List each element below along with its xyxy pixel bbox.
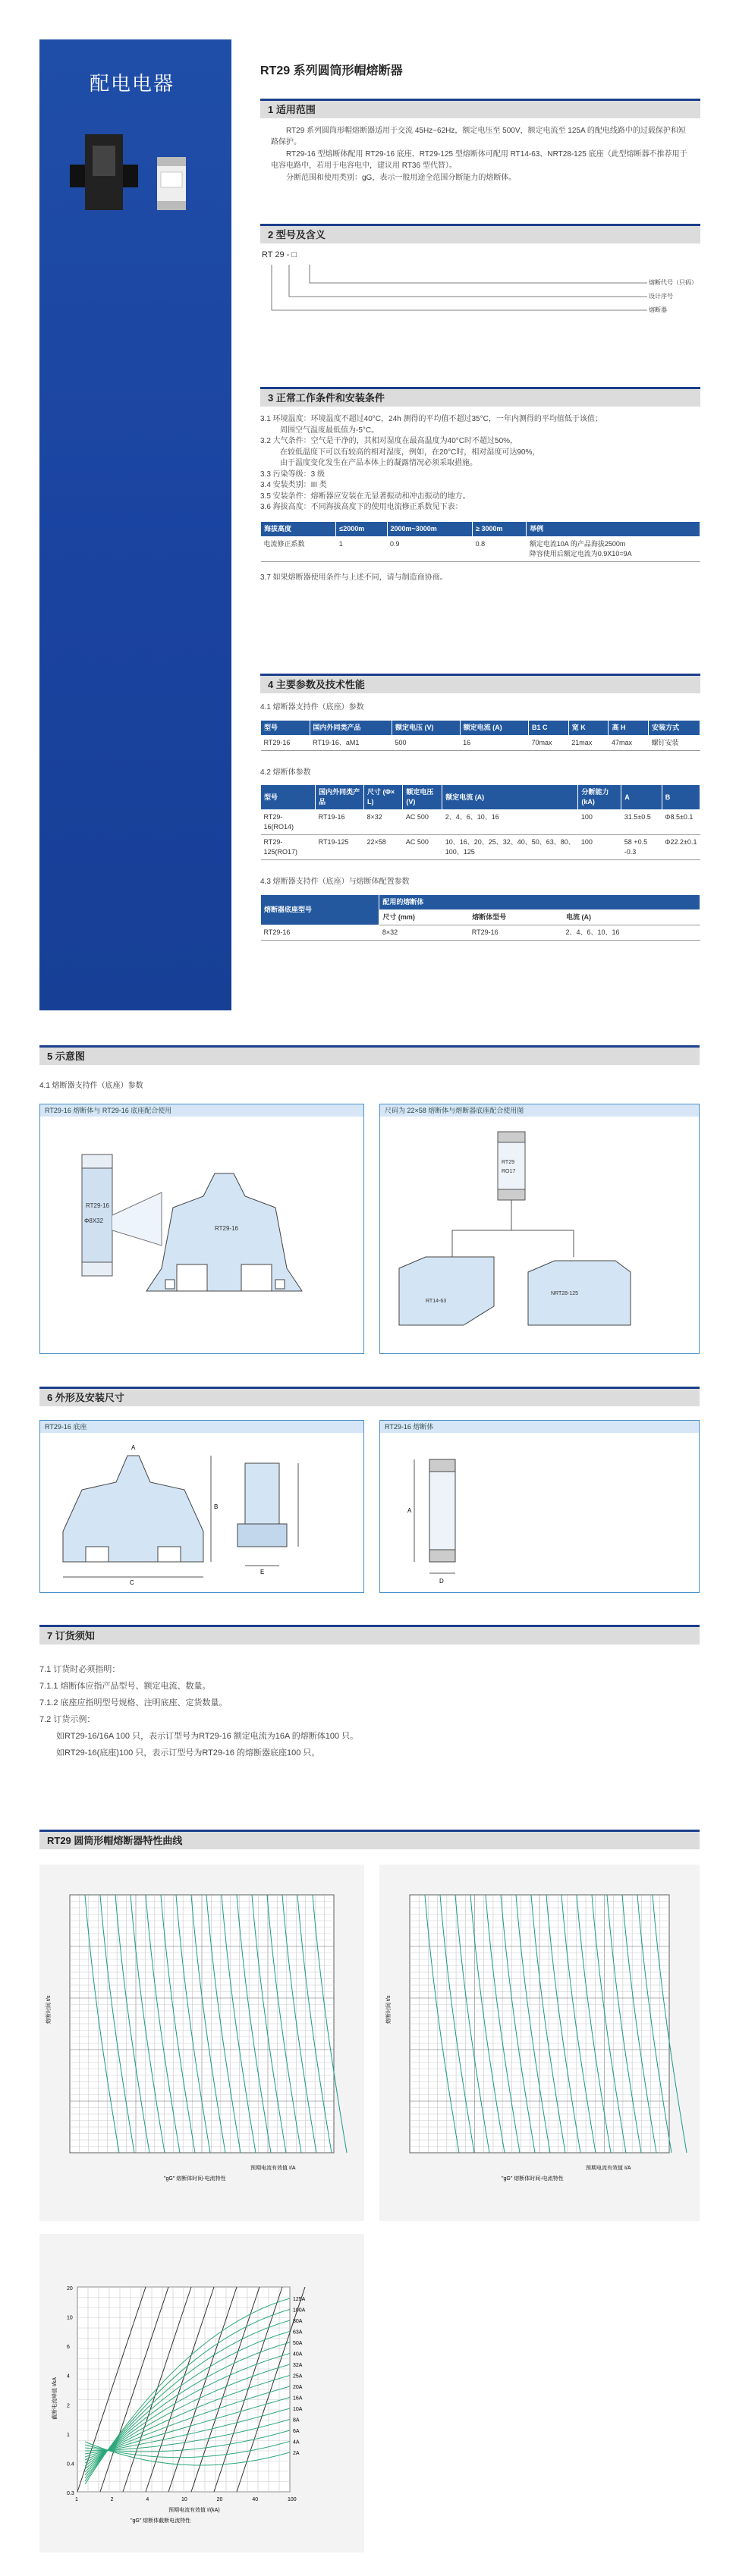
order-line: 7.1 订货时必须指明： — [39, 1665, 121, 1674]
fuse-th: 型号 — [261, 785, 316, 810]
fuse-td: RT29-125(RO17) — [261, 835, 316, 860]
base-dimension-drawing — [40, 1433, 363, 1592]
x-tick: 10 — [181, 2497, 187, 2502]
dim-panel-1-caption: RT29-16 底座 — [40, 1421, 363, 1433]
curve-label: 4A — [293, 2439, 300, 2446]
y-tick: 4 — [67, 2373, 70, 2380]
x-axis-label: 预期电流有效值 I/A — [586, 2166, 631, 2171]
curve-panel-2 — [379, 1864, 700, 2221]
base-td: 47max — [609, 735, 649, 750]
panel-1-caption: RT29-16 熔断体与 RT29-16 底座配合使用 — [40, 1104, 363, 1117]
fuse-td: Φ8.5±0.1 — [662, 810, 700, 835]
fuse-td: RT19-125 — [316, 835, 364, 860]
lbl-base2a: RT14-63 — [426, 1299, 447, 1304]
section-6-heading: 6 外形及安装尺寸 — [39, 1387, 700, 1406]
curve-label: 32A — [293, 2363, 303, 2368]
order-line: 如RT29-16(底座)100 只，表示订型号为RT29-16 的熔断器底座100 只。 — [56, 1748, 320, 1758]
base-th: 高 H — [609, 720, 649, 735]
base-td: RT29-16 — [261, 735, 310, 750]
dim-label: A — [131, 1444, 136, 1451]
dim-label: C — [130, 1579, 134, 1586]
curve-label: 63A — [293, 2329, 303, 2336]
fuse-param-table — [260, 784, 700, 860]
dim-panel-2 — [379, 1420, 700, 1593]
section-4-heading: 4 主要参数及技术性能 — [260, 674, 700, 693]
curve-label: 50A — [293, 2341, 303, 2346]
t1-title: 4.1 熔断器支持件（底座）参数 — [260, 703, 364, 712]
y-tick: 20 — [67, 2286, 73, 2292]
y-axis-label: 截断电流峰值 I/kA — [52, 2377, 58, 2420]
order-line: 7.1.1 熔断体应指产品型号、额定电流、数量。 — [39, 1682, 211, 1691]
t2-title: 4.2 熔断体参数 — [260, 768, 311, 777]
s3-line: 在较低温度下可以有较高的相对湿度，例如，在20°C时，相对湿度可达90%， — [280, 448, 540, 457]
config-td: 8×32 — [379, 925, 469, 940]
code-label-1: 熔断代号（只码） — [649, 279, 697, 286]
sidebar — [39, 39, 231, 1010]
panel-2-caption: 尺码为 22×58 熔断体与熔断器底座配合使用图 — [380, 1104, 699, 1117]
order-line: 7.2 订货示例： — [39, 1715, 96, 1724]
y-axis-label: 熔断时间 t/s — [386, 1995, 392, 2024]
table-row — [261, 835, 700, 860]
x-tick: 40 — [252, 2497, 259, 2502]
s3-line: 3.3 污染等级：3 级 — [260, 470, 326, 479]
config-td: RT29-16 — [469, 925, 563, 940]
section-8-heading: RT29 圆筒形帽熔断器特性曲线 — [39, 1830, 700, 1849]
config-th: 配用的熔断体 — [379, 894, 700, 909]
dim-label: D — [439, 1578, 444, 1585]
altitude-td: 额定电流10A 的产品海拔2500m 降容使用后额定电流为0.9X10=9A — [527, 536, 700, 561]
config-sub-th: 熔断体型号 — [469, 909, 563, 925]
fuse-td: 22×58 — [363, 835, 402, 860]
lbl-fuse2b: RO17 — [502, 1169, 516, 1174]
chart-caption: "gG" 熔断体时间-电流特性 — [502, 2176, 564, 2182]
fuse-td: RT29-16(RO14) — [261, 810, 316, 835]
config-td: RT29-16 — [261, 925, 379, 940]
model-code-diagram — [260, 243, 700, 319]
fuse-base-diagram-1 — [40, 1117, 363, 1353]
fuse-th: B — [662, 785, 700, 810]
config-sub-th: 尺寸 (mm) — [379, 909, 469, 925]
x-tick: 100 — [288, 2497, 297, 2502]
altitude-td: 1 — [336, 536, 387, 561]
curve-label: 8A — [293, 2417, 300, 2424]
x-axis-label: 预期电流有效值 I/(kA) — [168, 2508, 220, 2513]
fuse-td: 2、4、6、10、16 — [442, 810, 578, 835]
dim-label: A — [407, 1507, 412, 1514]
section-1-heading: 1 适用范围 — [260, 99, 700, 118]
lbl-fuse2: RT29 — [502, 1160, 514, 1165]
altitude-th: ≥ 3000m — [473, 521, 527, 536]
config-table — [260, 894, 700, 941]
base-td: 21max — [568, 735, 609, 750]
base-param-table — [260, 720, 700, 751]
base-td: 70max — [528, 735, 568, 750]
section-3-heading: 3 正常工作条件和安装条件 — [260, 387, 700, 407]
y-axis-label: 熔断时间 t/s — [46, 1995, 52, 2024]
fuse-td: 58 +0.5 -0.3 — [621, 835, 662, 860]
code-label-2: 设计序号 — [649, 293, 673, 300]
fuse-th: 额定电压 (V) — [403, 785, 442, 810]
y-tick: 0.3 — [67, 2491, 74, 2496]
altitude-th: 海拔高度 — [261, 521, 336, 536]
curve-panel-1 — [39, 1864, 364, 2221]
dim-label: B — [214, 1503, 219, 1510]
y-tick: 2 — [67, 2403, 70, 2409]
s3-line: 3.4 安装类别：III 类 — [260, 481, 327, 489]
base-th: 型号 — [261, 720, 310, 735]
x-tick: 20 — [216, 2497, 223, 2502]
s1-para-3: 分断范围和使用类别：gG，表示一般用途全范围分断能力的熔断体。 — [286, 174, 517, 182]
altitude-table — [260, 521, 700, 562]
s3-line: 3.2 大气条件：空气是干净的，其相对湿度在最高温度为40°C时不超过50%， — [260, 437, 518, 445]
altitude-th: 举例 — [527, 521, 700, 536]
curve-label: 40A — [293, 2351, 303, 2358]
dim-panel-1 — [39, 1420, 364, 1593]
config-td: 2、4、6、10、16 — [562, 925, 700, 940]
s3-line: 由于温度变化发生在产品本体上的凝露情况必须采取措施。 — [280, 459, 477, 467]
curve-label: 10A — [293, 2407, 303, 2412]
s3-line: 3.5 安装条件：熔断器应安装在无显著振动和冲击振动的地方。 — [260, 492, 470, 501]
section-2-heading: 2 型号及含义 — [260, 224, 700, 243]
x-tick: 2 — [110, 2497, 114, 2502]
fuse-th: A — [621, 785, 662, 810]
fuse-td: 100 — [578, 835, 621, 860]
order-notes — [39, 1661, 700, 1761]
altitude-td: 0.9 — [387, 536, 473, 561]
time-current-chart-1 — [39, 1864, 364, 2221]
section-5-heading: 5 示意图 — [39, 1045, 700, 1065]
dim-label: E — [260, 1569, 265, 1575]
page-title: RT29 系列圆筒形帽熔断器 — [260, 64, 403, 77]
lbl-size: Φ8X32 — [84, 1217, 104, 1224]
fuse-td: AC 500 — [403, 810, 442, 835]
fuse-td: AC 500 — [403, 835, 442, 860]
y-tick: 0.4 — [67, 2461, 74, 2468]
base-th: 额定电流 (A) — [460, 720, 528, 735]
model-code: RT 29 - □ — [262, 250, 297, 259]
base-td: 16 — [460, 735, 528, 750]
fuse-th: 尺寸 (Φ× L) — [363, 785, 402, 810]
base-th: 额定电压 (V) — [392, 720, 461, 735]
s5-sub: 4.1 熔断器支持件（底座）参数 — [39, 1082, 143, 1090]
time-current-chart-2 — [379, 1864, 700, 2221]
curve-label: 2A — [293, 2451, 300, 2456]
curve-label: 100A — [293, 2307, 306, 2314]
base-td: 500 — [392, 735, 461, 750]
s3-line: 3.1 环境温度：环境温度不超过40°C，24h 测得的平均值不超过35°C，一年内测得的平均值低于该值； — [260, 415, 602, 423]
fuse-td: Φ22.2±0.1 — [662, 835, 700, 860]
fuse-td: 10、16、20、25、32、40、50、63、80、100、125 — [442, 835, 578, 860]
code-label-3: 熔断器 — [649, 306, 667, 313]
base-th: 安装方式 — [649, 720, 700, 735]
lbl-base2b: NRT28-125 — [551, 1291, 579, 1296]
diagram-panel-2 — [379, 1104, 700, 1354]
table-row — [261, 810, 700, 835]
config-th: 熔断器底座型号 — [261, 894, 379, 925]
s1-para-2: RT29-16 型熔断体配用 RT29-16 底座、RT29-125 型熔断体可配用 RT14-63、NRT28-125 底座（此型熔断器不推荐用于电容电路中，若用于电容电中，建议用 RT36 型代替）。 — [271, 150, 687, 170]
section-7-heading: 7 订货须知 — [39, 1625, 700, 1645]
fuse-th: 国内外同类产品 — [316, 785, 364, 810]
order-line: 如RT29-16/16A 100 只，表示订型号为RT29-16 额定电流为16A 的熔断体100 只。 — [56, 1732, 359, 1741]
y-tick: 1 — [67, 2432, 70, 2438]
config-sub-th: 电流 (A) — [562, 909, 700, 925]
base-th: 国内外同类产品 — [310, 720, 392, 735]
base-td: 螺钉安装 — [649, 735, 700, 750]
s3-line: 3.6 海拔高度：不同海拔高度下的使用电流修正系数见下表： — [260, 503, 463, 511]
fuse-base-diagram-2 — [380, 1117, 699, 1353]
lbl-base: RT29-16 — [215, 1225, 238, 1232]
product-photo — [70, 130, 206, 214]
fuse-dimension-drawing — [380, 1433, 699, 1592]
fuse-th: 额定电流 (A) — [442, 785, 578, 810]
altitude-th: ≤2000m — [336, 521, 387, 536]
diagram-panel-1 — [39, 1104, 364, 1354]
order-line: 7.1.2 底座应指明型号规格、注明底座、定货数量。 — [39, 1698, 228, 1707]
x-tick: 4 — [146, 2497, 149, 2502]
s3-line: 周围空气温度最低值为-5°C。 — [280, 426, 379, 435]
curve-label: 6A — [293, 2429, 300, 2434]
curve-panel-3 — [39, 2234, 364, 2552]
curve-label: 80A — [293, 2319, 303, 2324]
fuse-td: 8×32 — [363, 810, 402, 835]
altitude-th: 2000m~3000m — [387, 521, 473, 536]
s3-conditions — [260, 407, 700, 514]
altitude-td: 0.8 — [473, 536, 527, 561]
y-tick: 6 — [67, 2345, 70, 2351]
cutoff-current-chart — [39, 2234, 364, 2552]
lbl-fuse: RT29-16 — [86, 1202, 109, 1209]
chart-caption: "gG" 熔断体截断电流特性 — [131, 2518, 191, 2524]
x-axis-label: 预期电流有效值 I/A — [250, 2166, 296, 2171]
fuse-td: 31.5±0.5 — [621, 810, 662, 835]
fuse-th: 分断能力 (kA) — [578, 785, 621, 810]
chart-caption: "gG" 熔断体时间-电流特性 — [164, 2176, 226, 2182]
curve-label: 125A — [293, 2297, 306, 2302]
y-tick: 10 — [67, 2315, 73, 2321]
base-td: RT19-16、aM1 — [310, 735, 392, 750]
t3-title: 4.3 熔断器支持件（底座）与熔断体配置参数 — [260, 878, 410, 887]
altitude-td: 电流修正系数 — [261, 536, 336, 561]
s1-para-1: RT29 系列圆筒形帽熔断器适用于交流 45Hz~62Hz，额定电压至 500V，额定电流至 125A 的配电线路中的过载保护和短路保护。 — [271, 127, 686, 146]
fuse-td: 100 — [578, 810, 621, 835]
curve-label: 16A — [293, 2395, 303, 2402]
curve-label: 20A — [293, 2385, 303, 2390]
brand-title: 配电电器 — [90, 72, 175, 95]
base-th: B1 C — [528, 720, 568, 735]
curve-label: 25A — [293, 2373, 303, 2380]
s3-note: 3.7 如果熔断器使用条件与上述不同，请与制造商协商。 — [260, 573, 448, 582]
fuse-td: RT19-16 — [316, 810, 364, 835]
dim-panel-2-caption: RT29-16 熔断体 — [380, 1421, 699, 1433]
x-tick: 1 — [75, 2497, 78, 2502]
base-th: 宽 K — [568, 720, 609, 735]
